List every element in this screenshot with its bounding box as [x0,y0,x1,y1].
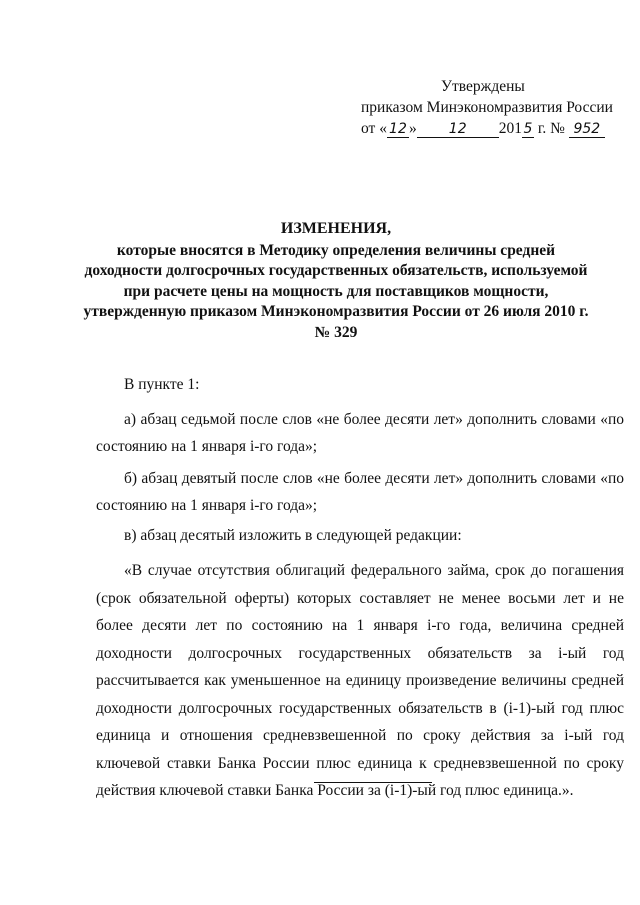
month-handwritten: 12 [448,121,467,137]
day-handwritten: 12 [389,121,407,137]
heading-subtitle: которые вносятся в Методику определения величины средней доходности долгосрочных государственных обязательств, используемой при расчете цены на мощность для поставщиков мощности, утвержденную приказом Минэкономразвития России от 26 июля 2010 г. № 329 [83,241,589,341]
number-handwritten: 952 [573,121,601,137]
approval-line-date [361,118,621,139]
heading-title: ИЗМЕНЕНИЯ, [280,220,392,237]
paragraph-quote: «В случае отсутствия облигаций федерального займа, срок до погашения (срок обязательной оферты) которых составляет не менее восьми лет и не более десяти лет по состоянию на 1 января i-го года, величина средней доходности долгосрочных государственных обязательств за i-ый год рассчитывается как уменьшенное на единицу произведение величины средней доходности долгосрочных государственных обязательств в (i-1)-ый год плюс единица и отношения средневзвешенной по сроку действия за i-ый год ключевой ставки Банка России плюс единица к средневзвешенной по сроку действия ключевой ставки Банка России за (i-1)-ый год плюс единица.». [96,562,624,799]
number-field [569,121,605,138]
year-prefix: 201 [498,120,522,137]
date-day-close: » [408,120,417,137]
approval-block [361,76,621,139]
year-digit-field [522,121,534,138]
paragraph-intro: В пункте 1: [124,376,200,393]
approval-line-approved: Утверждены [441,78,525,95]
year-digit-handwritten: 5 [523,121,533,137]
year-suffix: г. № [533,120,565,137]
date-prefix: от « [361,120,387,137]
approval-line-order: приказом Минэкономразвития России [361,99,613,116]
paragraph-item-b: б) абзац девятый после слов «не более десяти лет» дополнить словами «по состоянию на 1 января i-го года»; [96,470,624,514]
day-field [387,121,409,138]
end-divider-line [314,782,432,783]
document-body [96,373,624,805]
month-field [417,121,499,138]
document-heading [80,219,592,343]
paragraph-item-v: в) абзац десятый изложить в следующей редакции: [124,527,462,544]
paragraph-item-a: а) абзац седьмой после слов «не более десяти лет» дополнить словами «по состоянию на 1 января i-го года»; [96,411,624,455]
